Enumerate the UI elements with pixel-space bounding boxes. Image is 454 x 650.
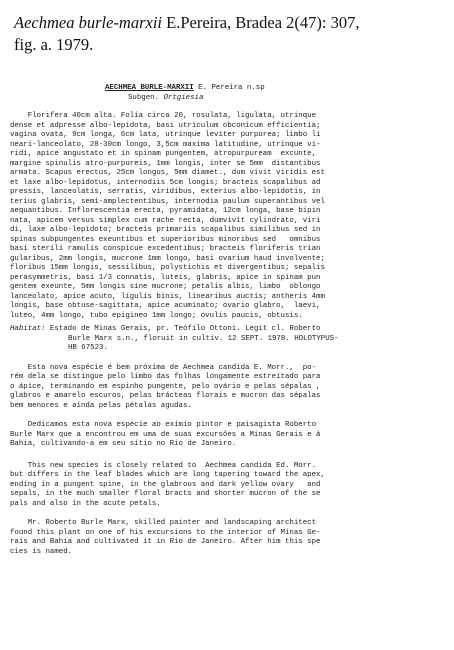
latin-line: dense et adpresse albo-lepidota, basi utriculum obconicum efficientia;: [10, 121, 321, 130]
latin-line: vagina ovata, 9cm longa, 6cm lata, utrinque leviter purpurea; limbo li: [10, 131, 321, 139]
paragraph-line: Dedicamos esta nova espécie ao eximio pintor e paisagista Roberto: [10, 421, 317, 429]
subgenus-line: [128, 94, 446, 104]
latin-line: aequantibus. Inflorescentia erecta, pyramidata, 12cm longa, base bipin: [10, 207, 321, 215]
habitat-text: Estado de Minas Gerais, pr. Teófilo Ottoni. Legit cl. Roberto: [45, 325, 321, 333]
paragraph-line: rém dela se distingue pelo limbo das folhas longamente estreitado para: [10, 373, 321, 381]
habitat-block: [10, 325, 446, 354]
paragraph-line: but differs in the leaf blades which are long tapering toward the apex,: [10, 471, 325, 479]
latin-line: lanceolato, apice acuto, ligulis binis, linearibus auctis; antheris 4mm: [10, 292, 325, 301]
latin-line: margine spinulis atro-purpureis, 1mm longis, inter se 5mm distantibus: [10, 159, 321, 168]
latin-line: gularibus, 2mm longis, mucrone 1mm longo, basi ovarium haud involvente;: [10, 254, 325, 263]
latin-line: Florifera 40cm alta. Folia circa 20, rosulata, ligulata, utrinque: [10, 112, 317, 120]
latin-line: spinas subpungentes exeuntibus et superioribus minoribus sed omnibus: [10, 235, 321, 244]
citation-text-cont: fig. a. 1979.: [14, 35, 94, 54]
habitat-line: HB 67523.: [68, 344, 108, 352]
paragraph-line: sepals, in the much smaller floral bracts and shorter mucron of the se: [10, 490, 321, 498]
latin-line: terius glabris, semi-amplectentibus, internodia paulum superantibus vel: [10, 197, 325, 206]
species-name: Aechmea burle-marxii: [14, 13, 162, 32]
paragraph-line: cies is named.: [10, 547, 73, 556]
subgenus-label: Subgen.: [128, 93, 164, 102]
latin-line: luteo, 4mm longo, tubo epigineo 1mm longo; ovulis paucis, obtusis.: [10, 311, 303, 320]
latin-line: pressis, lanceolatis, serratis, viridibus, exterius albo-lepidotis, in: [10, 188, 321, 196]
english-paragraph-2: [10, 519, 446, 557]
citation-text: E.Pereira, Bradea 2(47): 307,: [162, 13, 360, 32]
paragraph-line: found this plant on one of his excursions to the interior of Minas Ge-: [10, 528, 321, 537]
latin-line: basi sterili ramulis conspicue excedentibus; bracteis floriferis trian: [10, 245, 321, 253]
description-title: [105, 84, 446, 94]
english-paragraph-1: [10, 462, 446, 510]
latin-line: gentem exeunte, 5mm longis sine mucrone; petalis albis, limbo oblongo: [10, 283, 321, 291]
paragraph-line: ending in a pungent spine, in the glabrous and dark yellow ovary and: [10, 480, 321, 489]
paragraph-line: bem menores e ainda pelas pétalas agudas.: [10, 401, 192, 410]
latin-line: perasymmetris, basi 1/3 connatis, luteis, glabris, apice in spinam pun: [10, 273, 321, 282]
paragraph-line: Mr. Roberto Burle Marx, skilled painter and landscaping architect: [10, 519, 317, 527]
latin-line: longis, base obtuse-sagittata, apice acuminato; ovario glabro, laevi,: [10, 302, 321, 310]
paragraph-line: Esta nova espécie é bem próxima de Aechmea candida E. Morr., po-: [10, 363, 317, 372]
latin-line: nata, apicem versus simplex cum rache recta, dumvivit cylindrato, viri: [10, 216, 321, 225]
paragraph-line: This new species is closely related to Aechmea candida Ed. Morr.: [10, 461, 317, 470]
habitat-line: [10, 325, 446, 335]
latin-diagnosis: [10, 112, 446, 321]
latin-line: ridi, apice angustato et in spinam pungentem, atropurpuream excunte,: [10, 150, 317, 158]
scanned-description: [10, 84, 446, 557]
latin-line: armata. Scapus erectus, 25cm longus, 5mm diamet., dum vivit viridis est: [10, 169, 325, 177]
title-author: E. Pereira n.sp: [193, 84, 265, 92]
citation-heading: [14, 12, 444, 56]
habitat-label: Habitat:: [10, 325, 46, 333]
latin-line: neari-lanceolato, 28-30cm longo, 3,5cm maxima latitudine, utrinque vi-: [10, 140, 321, 149]
subgenus-name: Ortgiesia: [163, 93, 204, 102]
paragraph-line: glabros e amarelo escuros, pelas brácteas florais e mucron das sépalas: [10, 392, 321, 400]
paragraph-line: Burle Marx que a encontrou em uma de suas excursões a Minas Gerais e à: [10, 430, 321, 439]
paragraph-line: o ápice, terminando em espinho pungente, pelo ovário e pelas sépalas ,: [10, 382, 321, 391]
latin-line: floribus 15mm longis, sessilibus, polystichis et divergentibus; sepalis: [10, 264, 325, 272]
paragraph-line: pals and also in the acute petals.: [10, 499, 161, 508]
paragraph-line: rais and Bahia and cultivated it in Rio de Janeiro. After him this spe: [10, 538, 321, 546]
latin-line: di, laxe albo-lepidoto; bracteis primariis scapalibus similibus sed in: [10, 226, 321, 234]
latin-line: et laxe albo-lepidotus, internodiis 5cm longis; bracteis scapalibus ad: [10, 178, 321, 187]
portuguese-paragraph-2: [10, 421, 446, 450]
paragraph-line: Bahia, cultivando-a em seu sítio no Rio de Janeiro.: [10, 440, 237, 448]
portuguese-paragraph-1: [10, 364, 446, 412]
species-title: AECHMEA BURLE-MARXII: [105, 84, 194, 92]
habitat-line: Burle Marx s.n., floruit in cultiv. 12 SEPT. 1978. HOLOTYPUS-: [68, 334, 339, 343]
